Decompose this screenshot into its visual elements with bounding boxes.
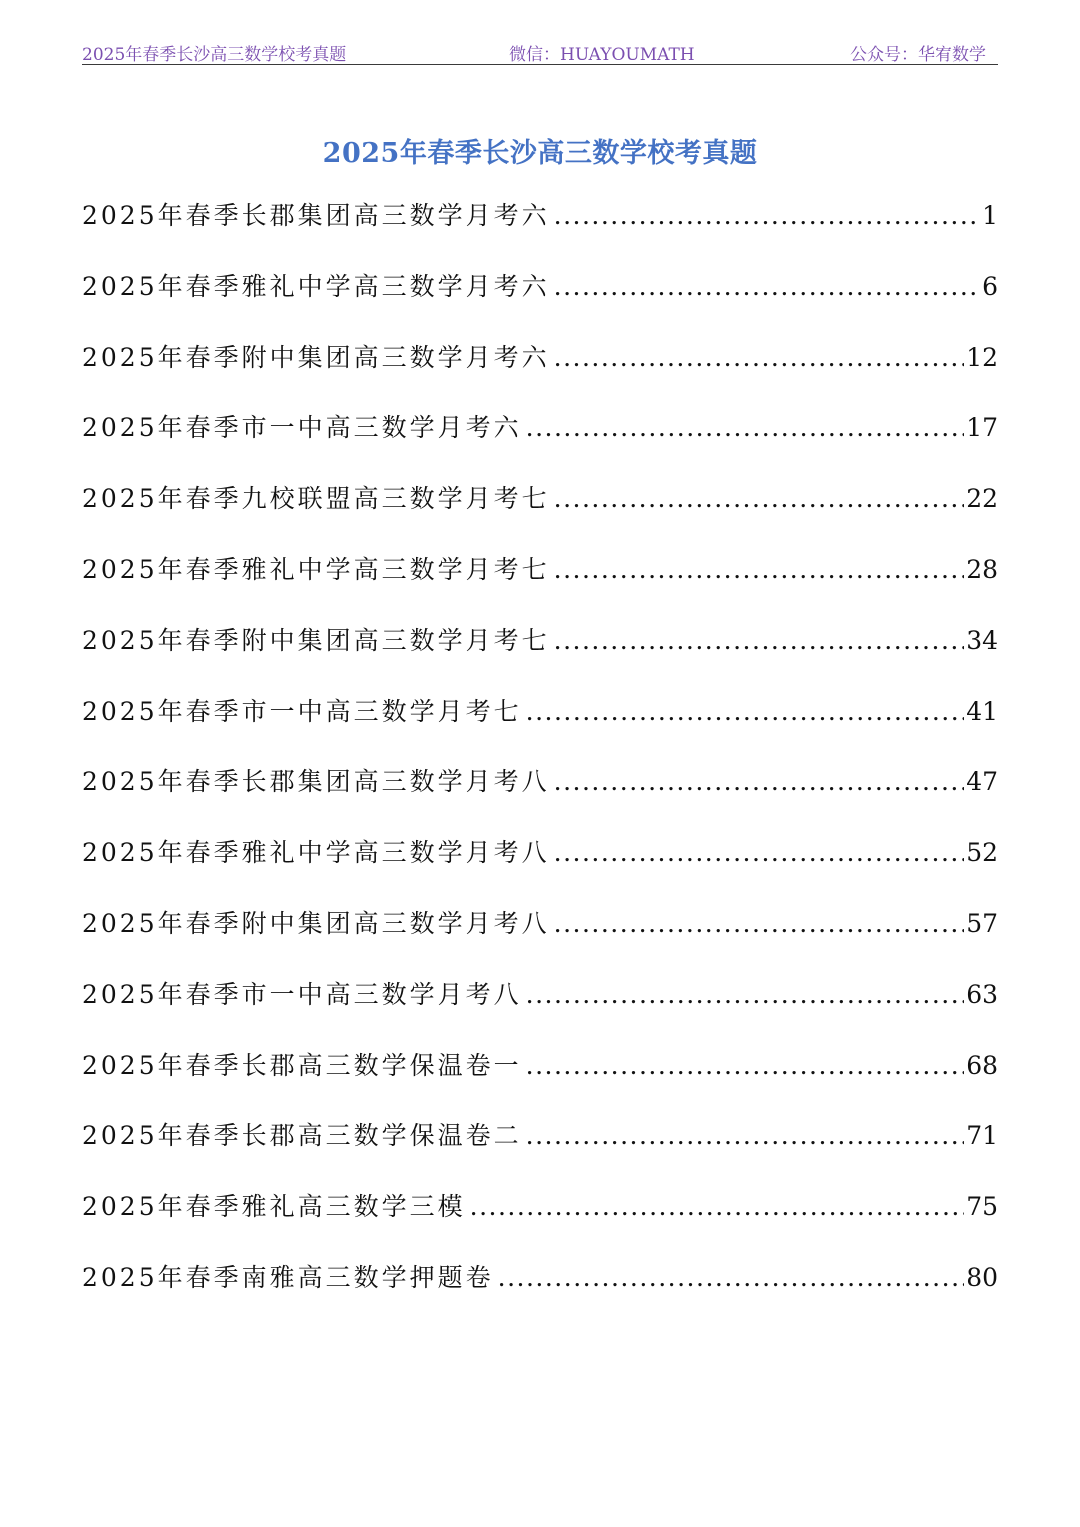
toc-item[interactable] — [82, 692, 998, 763]
toc-item[interactable] — [82, 833, 998, 904]
toc-page-number: 12 — [966, 342, 998, 372]
toc-item[interactable] — [82, 904, 998, 975]
toc-leader-dots — [526, 413, 965, 442]
toc-item[interactable] — [82, 479, 998, 550]
toc-item-title: 2025年春季市一中高三数学月考六 — [82, 413, 522, 443]
toc-item[interactable] — [82, 338, 998, 409]
header-wechat: 微信：HUAYOUMATH — [509, 45, 695, 65]
toc-page-number: 41 — [966, 696, 998, 726]
toc-item[interactable] — [82, 550, 998, 621]
toc-page-number: 71 — [966, 1121, 998, 1151]
toc-item[interactable] — [82, 762, 998, 833]
toc-item-title: 2025年春季附中集团高三数学月考八 — [82, 908, 550, 938]
toc-item-title: 2025年春季附中集团高三数学月考七 — [82, 625, 550, 655]
toc-item-title: 2025年春季九校联盟高三数学月考七 — [82, 484, 550, 514]
toc-leader-dots — [526, 697, 965, 726]
header-left-title: 2025年春季长沙高三数学校考真题 — [82, 45, 347, 65]
toc-leader-dots — [526, 1121, 965, 1150]
toc-page-number: 47 — [966, 767, 998, 797]
toc-item-title: 2025年春季市一中高三数学月考八 — [82, 979, 522, 1009]
toc-leader-dots — [554, 767, 965, 796]
toc-item[interactable] — [82, 267, 998, 338]
toc-item-title: 2025年春季长郡高三数学保温卷二 — [82, 1121, 522, 1151]
header-official-account: 公众号：华宥数学 — [850, 45, 986, 65]
toc-leader-dots — [554, 484, 965, 513]
toc-item[interactable] — [82, 408, 998, 479]
toc-page-number: 6 — [982, 271, 998, 301]
toc-item[interactable] — [82, 1258, 998, 1329]
toc-leader-dots — [498, 1263, 965, 1292]
toc-page-number: 28 — [966, 554, 998, 584]
toc-item-title: 2025年春季雅礼高三数学三模 — [82, 1192, 466, 1222]
toc-item-title: 2025年春季雅礼中学高三数学月考六 — [82, 271, 550, 301]
toc-page-number: 52 — [966, 838, 998, 868]
toc-leader-dots — [554, 626, 965, 655]
toc-page-number: 34 — [966, 625, 998, 655]
toc-page-number: 17 — [966, 413, 998, 443]
toc-page-number: 57 — [966, 908, 998, 938]
toc-page-number: 22 — [966, 484, 998, 514]
toc-item-title: 2025年春季市一中高三数学月考七 — [82, 696, 522, 726]
toc-page-number: 1 — [982, 201, 998, 230]
toc-page-number: 80 — [966, 1262, 998, 1292]
toc-item-title: 2025年春季长郡集团高三数学月考八 — [82, 767, 550, 797]
toc-item[interactable] — [82, 1187, 998, 1258]
page-header — [82, 38, 998, 65]
toc-leader-dots — [554, 555, 965, 584]
toc-leader-dots — [554, 838, 965, 867]
page-title: 2025年春季长沙高三数学校考真题 — [322, 138, 758, 169]
toc-item-title: 2025年春季雅礼中学高三数学月考七 — [82, 554, 550, 584]
toc-page-number: 63 — [966, 979, 998, 1009]
toc-leader-dots — [554, 909, 965, 938]
toc-item-title: 2025年春季长郡集团高三数学月考六 — [82, 201, 550, 230]
toc-page-number: 68 — [966, 1050, 998, 1080]
toc-item[interactable] — [82, 196, 998, 267]
toc-item[interactable] — [82, 1046, 998, 1117]
toc-item[interactable] — [82, 975, 998, 1046]
toc-leader-dots — [526, 1051, 965, 1080]
toc-leader-dots — [526, 980, 965, 1009]
toc-item-title: 2025年春季长郡高三数学保温卷一 — [82, 1050, 522, 1080]
toc-page-number: 75 — [966, 1192, 998, 1222]
toc-leader-dots — [554, 343, 965, 372]
toc-item-title: 2025年春季雅礼中学高三数学月考八 — [82, 838, 550, 868]
toc-item[interactable] — [82, 621, 998, 692]
table-of-contents — [82, 196, 998, 1329]
toc-item[interactable] — [82, 1116, 998, 1187]
toc-leader-dots — [554, 272, 980, 301]
toc-item-title: 2025年春季附中集团高三数学月考六 — [82, 342, 550, 372]
toc-leader-dots — [554, 201, 980, 230]
toc-leader-dots — [470, 1192, 965, 1221]
toc-item-title: 2025年春季南雅高三数学押题卷 — [82, 1262, 494, 1292]
